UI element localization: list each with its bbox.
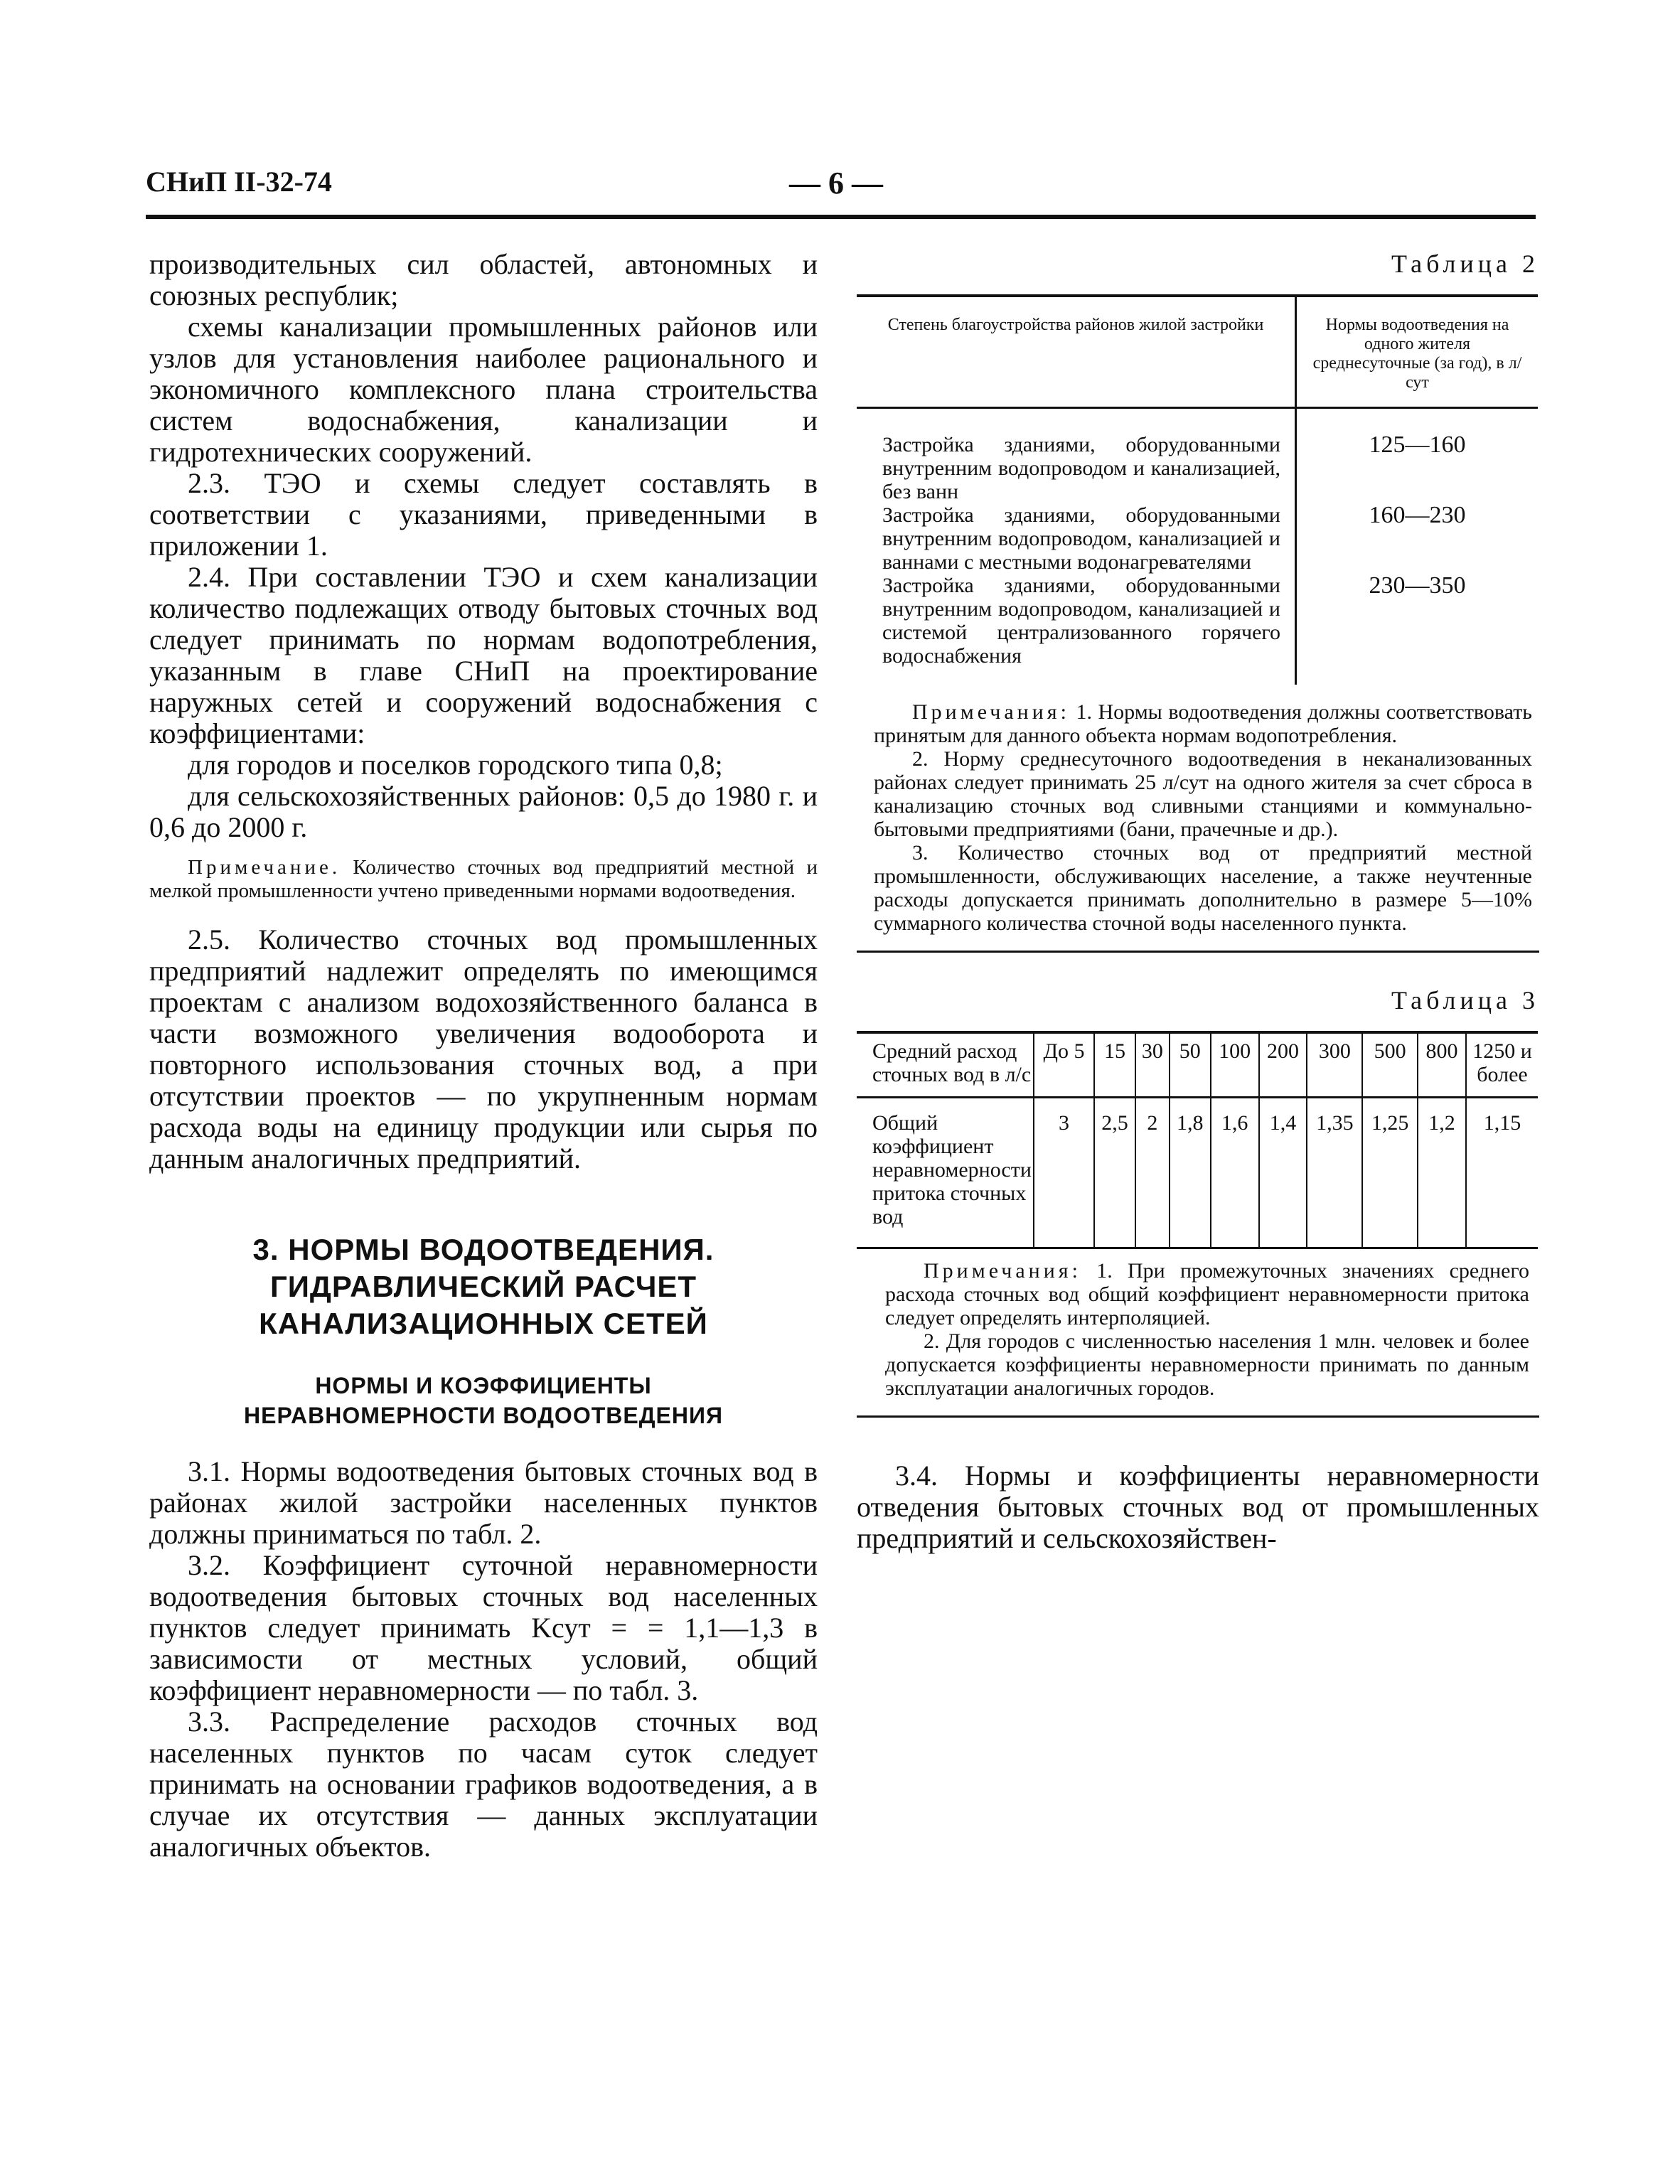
table-cell: 300 [1307,1032,1362,1098]
note-text: 1. При промежуточных значениях среднего расхода сточных вод общий коэффициент неравномерности притока следует определять интерполяцией. [885,1259,1529,1329]
table-cell: 2 [1135,1098,1170,1248]
table-cell: 1,15 [1466,1098,1538,1248]
table-cell: 200 [1259,1032,1307,1098]
table-cell: 230—350 [1369,572,1466,599]
note [874,700,1532,747]
section-title-line: 3. НОРМЫ ВОДООТВЕДЕНИЯ. [252,1233,715,1266]
table-cell: 800 [1418,1032,1466,1098]
subsection-title [149,1371,818,1430]
note [149,856,818,903]
table-notes [857,1259,1539,1418]
table-cell: 2,5 [1094,1098,1135,1248]
table-caption: Таблица 3 [1391,986,1539,1015]
paragraph: 2.4. При составлении ТЭО и схем канализации количество подлежащих отводу бытовых сточных вод следует принимать по нормам водопотребления, указанным в главе СНиП на проектирование наружных сетей и сооружений водоснабжения с коэффициентами: [149,561,818,749]
paragraph: схемы канализации промышленных районов или узлов для установления наиболее рационального и экономичного комплексного плана строительства систем водоснабжения, канализации и гидротехнических сооружений. [149,311,818,468]
header-rule [146,215,1536,219]
table-row [857,408,1538,504]
table-cell: 1250 и более [1466,1032,1538,1098]
table-row [857,503,1538,574]
paragraph: 3.2. Коэффициент суточной неравномерности водоотведения бытовых сточных вод населенных пунктов следует принимать Kсут = = 1,1—1,3 в зависимости от местных условий, общий коэффициент неравномерности — по табл. 3. [149,1549,818,1706]
subsection-title-line: НЕРАВНОМЕРНОСТИ ВОДООТВЕДЕНИЯ [244,1403,723,1428]
table-cell: 1,35 [1307,1098,1362,1248]
table-cell: 50 [1170,1032,1211,1098]
table-cell: 1,6 [1211,1098,1259,1248]
notes-label: Примечания: [912,700,1070,724]
note: 2. Норму среднесуточного водоотведения в неканализованных районах следует принимать 25 л/сут на одного жителя за счет сброса в канализацию сточных вод сливными станциями и коммунально-бытовыми предприятиями (бани, прачечные и др.). [874,747,1532,841]
table-cell: 160—230 [1369,502,1466,528]
note-text: 1. Нормы водоотведения должны соответствовать принятым для данного объекта нормам водопотребления. [874,700,1532,747]
notes-label: Примечания: [924,1259,1081,1283]
subsection-title-line: НОРМЫ И КОЭФФИЦИЕНТЫ [315,1373,652,1398]
table-cell: 100 [1211,1032,1259,1098]
table-cell: 500 [1362,1032,1418,1098]
document-code: СНиП II-32-74 [146,166,332,198]
table-caption: Таблица 2 [1391,250,1539,278]
paragraph: 2.5. Количество сточных вод промышленных предприятий надлежит определять по имеющимся проектам с анализом водохозяйственного баланса в части возможного увеличения водооборота и повторного использования сточных вод, а при отсутствии проектов — по укрупненным нормам расхода воды на единицу продукции или сырья по данным аналогичных предприятий. [149,924,818,1174]
table-header-cell: Степень благоустройства районов жилой застройки [857,296,1296,408]
paragraph: 3.3. Распределение расходов сточных вод населенных пунктов по часам суток следует принимать на основании графиков водоотведения, а в случае их отсутствия — данных эксплуатации аналогичных объектов. [149,1706,818,1863]
paragraph: для сельскохозяйственных районов: 0,5 до 1980 г. и 0,6 до 2000 г. [149,780,818,843]
table-row [857,1098,1538,1248]
table-notes [857,700,1539,953]
right-column [857,249,1539,1554]
table-header-cell: Нормы водоотведения на одного жителя среднесуточные (за год), в л/сут [1296,296,1539,408]
table-cell: 3 [1034,1098,1094,1248]
table-row-label: Средний расход сточных вод в л/с [857,1032,1034,1098]
page-number: — 6 — [789,166,883,200]
table-cell: Застройка зданиями, оборудованными внутренним водопроводом и канализацией, без ванн [857,408,1296,504]
table-cell: 30 [1135,1032,1170,1098]
section-title [149,1231,818,1342]
paragraph: производительных сил областей, автономных и союзных республик; [149,248,818,311]
table-cell: 125—160 [1369,432,1466,458]
note: 2. Для городов с численностью населения 1 млн. человек и более допускается коэффициенты неравномерности принимать по данным эксплуатации аналогичных городов. [885,1329,1529,1400]
table-row-label: Общий коэффициент неравномерности притока сточных вод [872,1111,1032,1228]
section-title-line: ГИДРАВЛИЧЕСКИЙ РАСЧЕТ [269,1270,697,1303]
table-2 [857,294,1538,685]
table-3 [857,1031,1538,1249]
note-label: Примечание. [188,856,341,879]
table-cell: Застройка зданиями, оборудованными внутренним водопроводом, канализацией и системой централизованного горячего водоснабжения [857,574,1296,685]
note-text: Количество сточных вод предприятий местной и мелкой промышленности учтено приведенными нормами водоотведения. [149,856,818,902]
paragraph: 3.4. Нормы и коэффициенты неравномерности отведения бытовых сточных вод от промышленных предприятий и сельскохозяйствен- [857,1460,1539,1554]
note: 3. Количество сточных вод от предприятий местной промышленности, обслуживающих население, а также неучтенные расходы допускается принимать дополнительно в размере 5—10% суммарного количества сточной воды населенного пункта. [874,841,1532,935]
table-row [857,574,1538,685]
table-cell: 1,4 [1259,1098,1307,1248]
table-cell: 1,2 [1418,1098,1466,1248]
paragraph: для городов и поселков городского типа 0,8; [188,749,723,781]
note [885,1259,1529,1329]
table-row [857,1032,1538,1098]
paragraph: 3.1. Нормы водоотведения бытовых сточных вод в районах жилой застройки населенных пунктов должны приниматься по табл. 2. [149,1455,818,1550]
table-cell: 15 [1094,1032,1135,1098]
table-cell: Застройка зданиями, оборудованными внутренним водопроводом, канализацией и ваннами с местными водонагревателями [857,503,1296,574]
section-title-line: КАНАЛИЗАЦИОННЫХ СЕТЕЙ [259,1307,708,1340]
paragraph: 2.3. ТЭО и схемы следует составлять в соответствии с указаниями, приведенными в приложении 1. [149,467,818,562]
table-cell: 1,8 [1170,1098,1211,1248]
table-cell: 1,25 [1362,1098,1418,1248]
left-column [149,249,818,1863]
table-cell: До 5 [1034,1032,1094,1098]
